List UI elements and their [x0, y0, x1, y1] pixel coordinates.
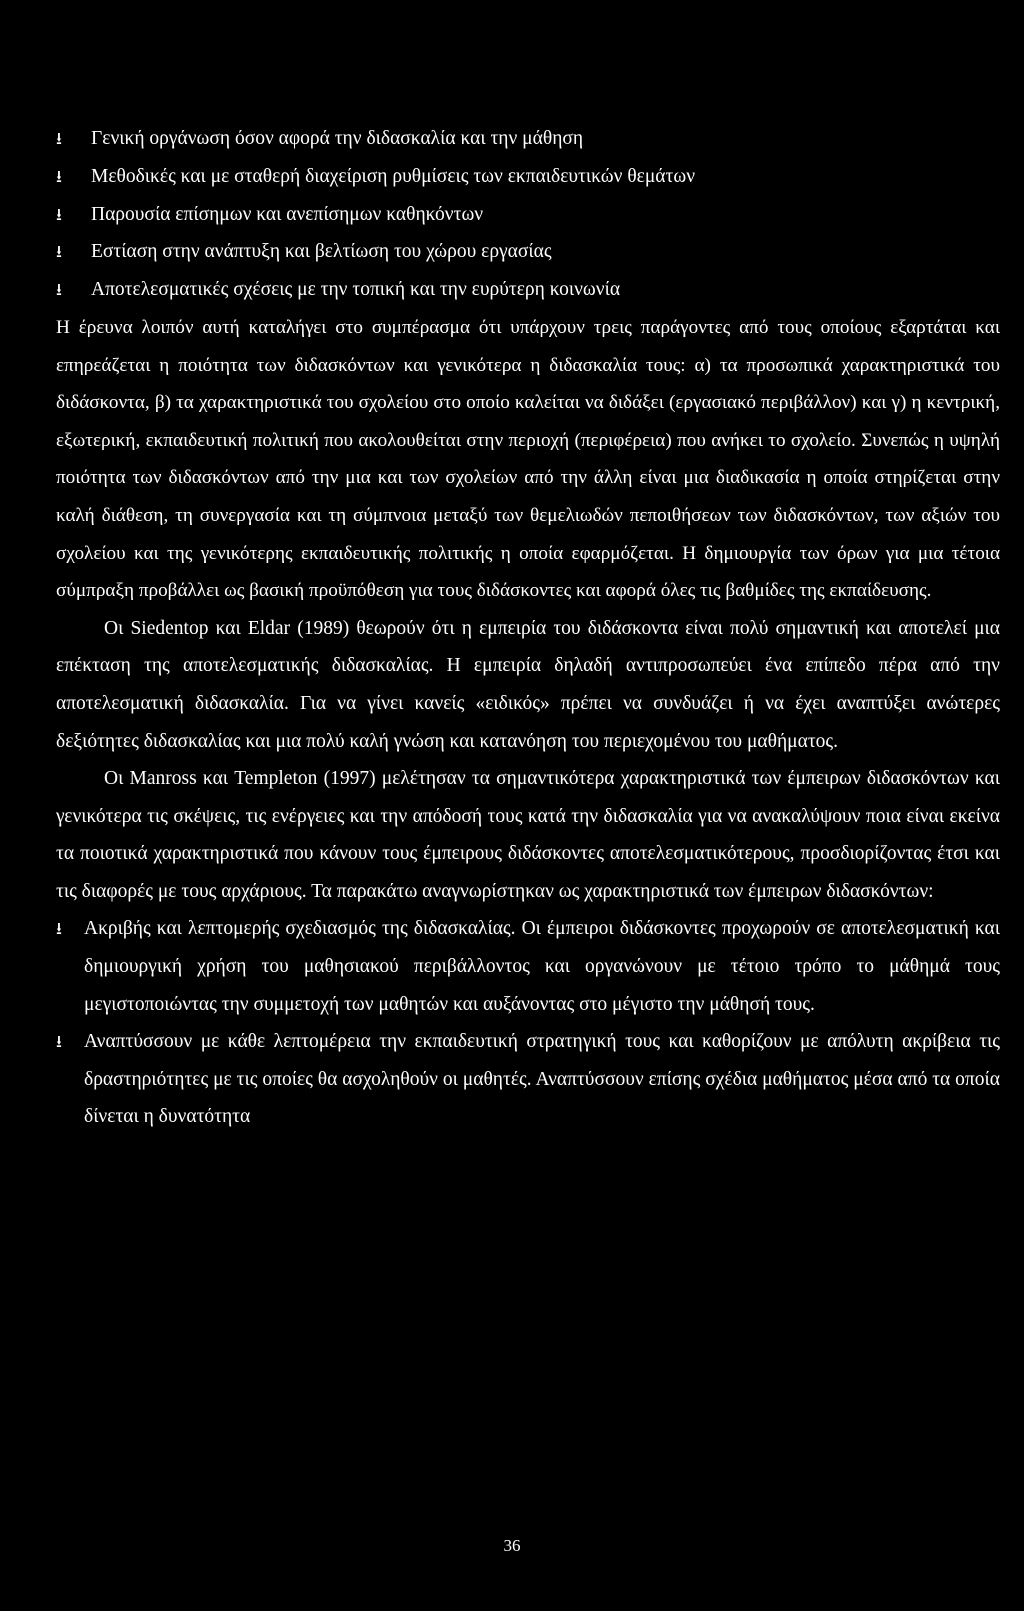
list-item-text: Μεθοδικές και με σταθερή διαχείριση ρυθμίσεις των εκπαιδευτικών θεμάτων [91, 165, 696, 187]
list-item [56, 196, 1000, 234]
list-item [56, 1023, 1000, 1136]
list-item-text: Αναπτύσσουν με κάθε λεπτομέρεια την εκπαιδευτική στρατηγική τους και καθορίζουν με απόλυτη ακρίβεια τις δραστηριότητες με τις οποίες θα ασχοληθούν οι μαθητές. Αναπτύσσουν επίσης σχέδια μαθήματος μέσα από τα οποία δίνεται η δυνατότητα [84, 1031, 1000, 1128]
list-item [56, 158, 1000, 196]
arrow-bullet-icon: ⭳ [56, 204, 62, 224]
list-item [56, 910, 1000, 1023]
arrow-bullet-icon: ⭳ [56, 280, 62, 300]
arrow-bullet-icon: ⭳ [56, 166, 62, 186]
document-body [56, 120, 1000, 1136]
list-item-text: Αποτελεσματικές σχέσεις με την τοπική και την ευρύτερη κοινωνία [91, 279, 621, 301]
list-item-text: Γενική οργάνωση όσον αφορά την διδασκαλία και την μάθηση [91, 128, 584, 149]
list-item [56, 233, 1000, 271]
page-number: 36 [503, 1536, 521, 1555]
arrow-bullet-icon: ⭳ [56, 129, 62, 148]
list-item-text: Εστίαση στην ανάπτυξη και βελτίωση του χώρου εργασίας [91, 241, 552, 263]
list-item [56, 120, 1000, 158]
paragraph-conclusion: Η έρευνα λοιπόν αυτή καταλήγει στο συμπέρασμα ότι υπάρχουν τρεις παράγοντες από τους οποίους εξαρτάται και επηρεάζεται η ποιότητα των διδασκόντων και γενικότερα η διδασκαλία τους: α) τα προσωπικά χαρακτηριστικά του διδάσκοντα, β) τα χαρακτηριστικά του σχολείου στο οποίο καλείται να διδάξει (εργασιακό περιβάλλον) και γ) η κεντρική, εξωτερική, εκπαιδευτική πολιτική που ακολουθείται στην περιοχή (περιφέρεια) που ανήκει το σχολείο. Συνεπώς η υψηλή ποιότητα των διδασκόντων από την μια και των σχολείων από την άλλη είναι μια διαδικασία η οποία στηρίζεται στην καλή διάθεση, τη συνεργασία και τη σύμπνοια μεταξύ των θεμελιωδών πεποιθήσεων των διδασκόντων, των αξιών του σχολείου και της γενικότερης εκπαιδευτικής πολιτικής η οποία εφαρμόζεται. Η δημιουργία των όρων για μια τέτοια σύμπραξη προβάλλει ως βασική προϋπόθεση για τους διδάσκοντες και αφορά όλες τις βαθμίδες της εκπαίδευσης. [56, 316, 1000, 602]
arrow-bullet-icon: ⭳ [56, 1032, 62, 1052]
paragraph-manross-templeton: Οι Manross και Templeton (1997) μελέτησαν τα σημαντικότερα χαρακτηριστικά των έμπειρων διδασκόντων και γενικότερα τις σκέψεις, τις ενέργειες και την απόδοσή τους κατά την διδασκαλία για να ανακαλύψουν ποια είναι εκείνα τα ποιοτικά χαρακτηριστικά που κάνουν τους έμπειρους διδάσκοντες αποτελεσματικότερους, προσδιορίζοντας έτσι και τις διαφορές με τους αρχάριους. Τα παρακάτω αναγνωρίστηκαν ως χαρακτηριστικά των έμπειρων διδασκόντων: [56, 768, 1000, 902]
arrow-bullet-icon: ⭳ [56, 242, 62, 262]
top-bullet-list [56, 120, 1000, 309]
list-item-text: Παρουσία επίσημων και ανεπίσημων καθηκόντων [91, 203, 484, 225]
list-item-text: Ακριβής και λεπτομερής σχεδιασμός της διδασκαλίας. Οι έμπειροι διδάσκοντες προχωρούν σε αποτελεσματική και δημιουργική χρήση του μαθησιακού περιβάλλοντος και οργανώνουν με τέτοιο τρόπο το μάθημά τους μεγιστοποιώντας την συμμετοχή των μαθητών και αυξάνοντας στο μέγιστο την μάθησή τους. [84, 918, 1000, 1015]
arrow-bullet-icon: ⭳ [56, 919, 62, 939]
list-item [56, 271, 1000, 309]
bottom-bullet-list [56, 910, 1000, 1136]
paragraph-siedentop-eldar: Οι Siedentop και Eldar (1989) θεωρούν ότι η εμπειρία του διδάσκοντα είναι πολύ σημαντική και αποτελεί μια επέκταση της αποτελεσματικής διδασκαλίας. Η εμπειρία δηλαδή αντιπροσωπεύει ένα επίπεδο πέρα από την αποτελεσματική διδασκαλία. Για να γίνει κανείς «ειδικός» πρέπει να συνδυάζει ή να έχει αναπτύξει ανώτερες δεξιότητες διδασκαλίας και μια πολύ καλή γνώση και κατανόηση του περιεχομένου του μαθήματος. [56, 617, 1000, 752]
